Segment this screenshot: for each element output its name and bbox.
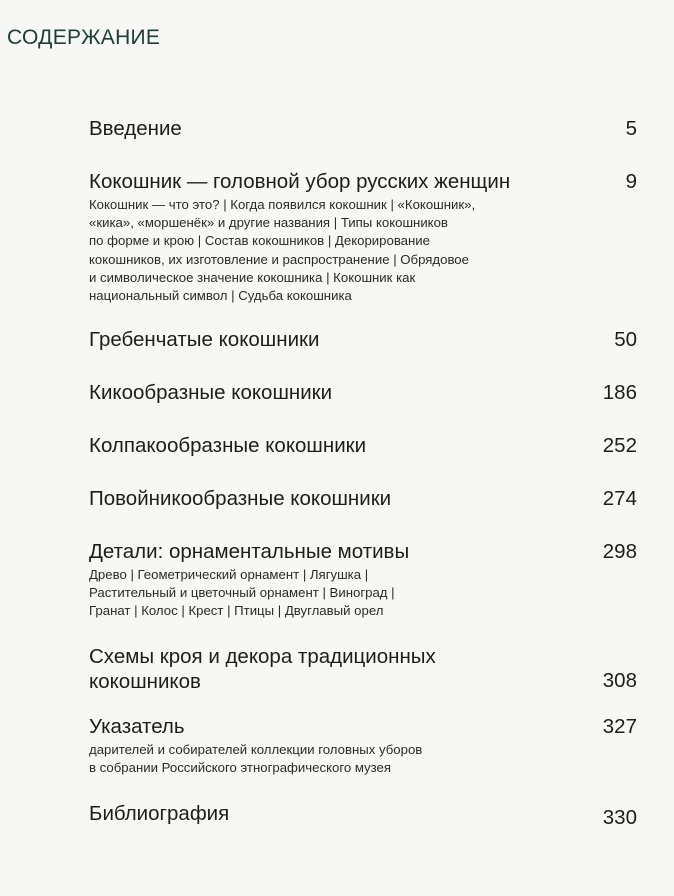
- toc-entry-comb-kokoshniki: [89, 327, 637, 352]
- toc-entry-povoinik-kokoshniki: [89, 486, 637, 511]
- entry-page-number: 50: [614, 328, 637, 351]
- entry-title: Введение: [89, 117, 182, 140]
- entry-title: Кокошник — головной убор русских женщин: [89, 170, 511, 193]
- toc-entry-bibliography: [89, 801, 637, 829]
- entry-page-number: 186: [602, 381, 637, 404]
- entry-page-number: 5: [625, 117, 637, 140]
- page-heading: СОДЕРЖАНИЕ: [7, 26, 161, 49]
- entry-title: Библиография: [89, 802, 230, 825]
- subtopic-line: по форме и крою | Состав кокошников | Декорирование: [89, 233, 430, 249]
- toc-entry-index: [89, 714, 637, 777]
- subtopic-line: кокошников, их изготовление и распространение | Обрядовое: [89, 251, 469, 267]
- subtopic-line: Древо | Геометрический орнамент | Лягушка |: [89, 567, 369, 582]
- entry-page-number: 308: [602, 669, 637, 692]
- entry-subtopics: [89, 566, 637, 621]
- subtopic-line: «кика», «моршенёк» и другие названия | Типы кокошников: [89, 215, 448, 231]
- entry-page-number: 298: [602, 540, 637, 563]
- entry-title: Повойникообразные кокошники: [89, 487, 392, 510]
- entry-title: Колпакообразные кокошники: [89, 434, 367, 457]
- entry-title-line: кокошников: [89, 670, 201, 693]
- subtopic-line: в собрании Российского этнографического музея: [89, 760, 392, 776]
- entry-page-number: 327: [602, 715, 637, 738]
- subtopic-line: и символическое значение кокошника | Кокошник как: [89, 269, 416, 285]
- entry-subtopics: [89, 741, 637, 777]
- entry-title: Детали: орнаментальные мотивы: [89, 540, 410, 563]
- toc-entry-cut-schemes: [89, 644, 637, 694]
- entry-title-line: Схемы кроя и декора традиционных: [89, 645, 436, 668]
- toc-entry-ornamental-motifs: [89, 539, 637, 621]
- entry-subtopics: [89, 196, 637, 305]
- entry-page-number: 274: [602, 487, 637, 510]
- subtopic-line: Растительный и цветочный орнамент | Виноград |: [89, 585, 395, 601]
- entry-page-number: 330: [602, 806, 637, 829]
- subtopic-line: дарителей и собирателей коллекции головных уборов: [89, 742, 423, 757]
- subtopic-line: национальный символ | Судьба кокошника: [89, 288, 352, 304]
- entry-page-number: 252: [602, 434, 637, 457]
- entry-page-number: 9: [625, 170, 637, 193]
- entry-title: [89, 644, 637, 694]
- toc-entry-kolpak-kokoshniki: [89, 433, 637, 458]
- entry-title: Гребенчатые кокошники: [89, 328, 320, 351]
- toc-entry-kokoshnik: [89, 169, 637, 305]
- toc-entry-introduction: [89, 116, 637, 141]
- entry-title: Кикообразные кокошники: [89, 381, 333, 404]
- subtopic-line: Кокошник — что это? | Когда появился кокошник | «Кокошник»,: [89, 197, 476, 212]
- toc-entry-kika-kokoshniki: [89, 380, 637, 405]
- subtopic-line: Гранат | Колос | Крест | Птицы | Двуглавый орел: [89, 603, 384, 619]
- entry-title: Указатель: [89, 715, 185, 738]
